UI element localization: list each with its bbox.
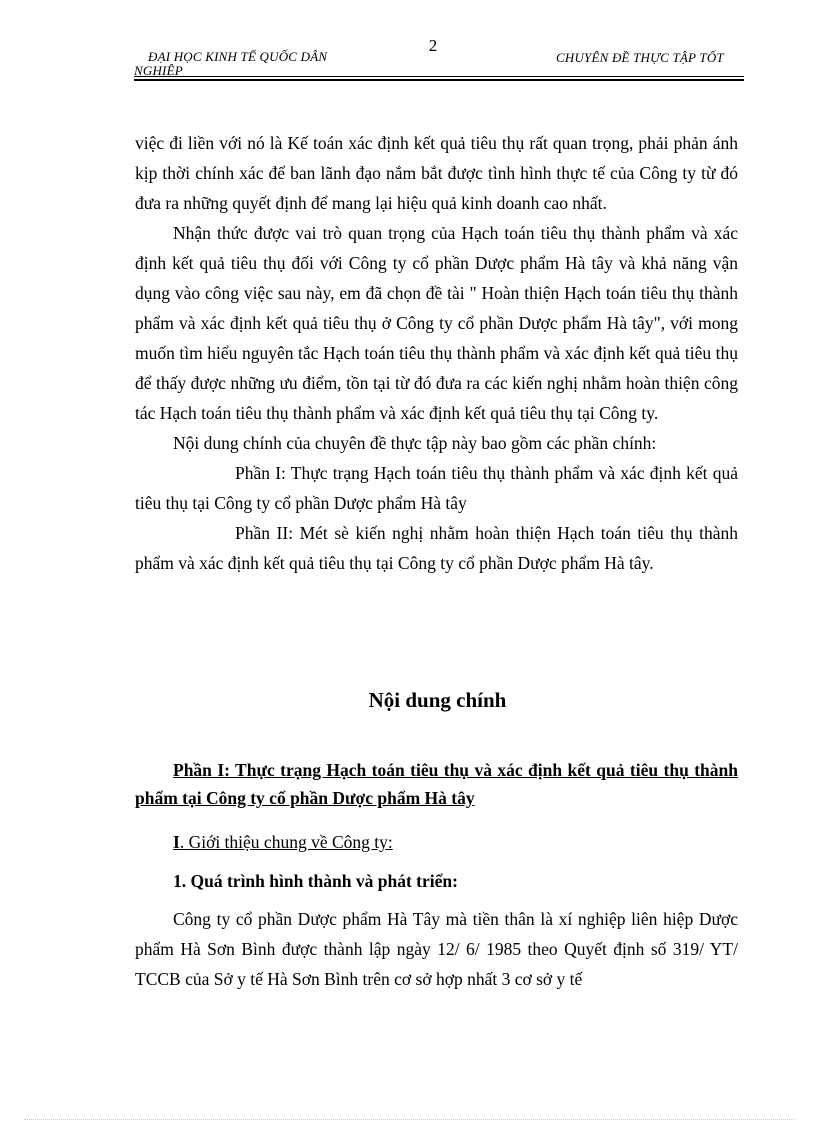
part-heading: Phần I: Thực trạng Hạch toán tiêu thụ và xác định kết quả tiêu thụ thành phẩm tại Công ty cổ phần Dược phẩm Hà tây: [135, 760, 738, 808]
paragraph-2: Nhận thức được vai trò quan trọng của Hạch toán tiêu thụ thành phẩm và xác định kết quả tiêu thụ đối với Công ty cổ phần Dược phẩm Hà tây và khả năng vận dụng vào công việc sau này, em đã chọn đề tài " Hoàn thiện Hạch toán tiêu thụ thành phẩm và xác định kết quả tiêu thụ ở Công ty cổ phần Dược phẩm Hà tây", với mong muốn tìm hiểu nguyên tắc Hạch toán tiêu thụ thành phẩm và xác định kết quả tiêu thụ để thấy được những ưu điểm, tồn tại từ đó đưa ra các kiến nghị nhằm hoàn thiện công tác Hạch toán tiêu thụ thành phẩm và xác định kết quả tiêu thụ tại Công ty.: [135, 223, 738, 423]
paragraph-3: Nội dung chính của chuyên đề thực tập này bao gồm các phần chính:: [173, 433, 657, 453]
footer-rule: [24, 1119, 794, 1120]
header-left-line1: ĐẠI HỌC KINH TẾ QUỐC DÂN: [148, 49, 328, 64]
page-number: 2: [428, 36, 438, 55]
sub-sub-heading: 1. Quá trình hình thành và phát triển:: [173, 871, 458, 891]
sub-heading-text: . Giới thiệu chung về Công ty:: [179, 832, 393, 852]
sub-heading-roman: I: [173, 832, 180, 852]
header-left-line2: NGHIỆP: [134, 63, 183, 78]
body-text: [135, 128, 738, 578]
header-rule-thick: [134, 79, 744, 81]
header-rule-thin: [134, 76, 744, 77]
section-title: Nội dung chính: [368, 688, 507, 712]
header-right: CHUYÊN ĐỀ THỰC TẬP TỐT: [556, 50, 724, 65]
paragraph-company-history: Công ty cổ phần Dược phẩm Hà Tây mà tiền thân là xí nghiệp liên hiệp Dược phẩm Hà Sơn Bình được thành lập ngày 12/ 6/ 1985 theo Quyết định số 319/ YT/ TCCB của Sở y tế Hà Sơn Bình trên cơ sở hợp nhất 3 cơ sở y tế: [135, 909, 738, 989]
paragraph-part-1: Phần I: Thực trạng Hạch toán tiêu thụ thành phẩm và xác định kết quả tiêu thụ tại Công ty cổ phần Dược phẩm Hà tây: [135, 463, 738, 513]
paragraph-part-2: Phần II: Mét sè kiến nghị nhằm hoàn thiện Hạch toán tiêu thụ thành phẩm và xác định kết quả tiêu thụ tại Công ty cổ phần Dược phẩm Hà tây.: [135, 523, 738, 573]
sub-heading: [173, 832, 393, 853]
last-paragraph: [135, 904, 738, 994]
header-left: [134, 50, 354, 78]
paragraph-1: việc đi liền với nó là Kế toán xác định kết quả tiêu thụ rất quan trọng, phải phản ánh kịp thời chính xác để ban lãnh đạo nắm bắt được tình hình thực tế của Công ty từ đó đưa ra những quyết định để mang lại hiệu quả kinh doanh cao nhất.: [135, 133, 738, 213]
